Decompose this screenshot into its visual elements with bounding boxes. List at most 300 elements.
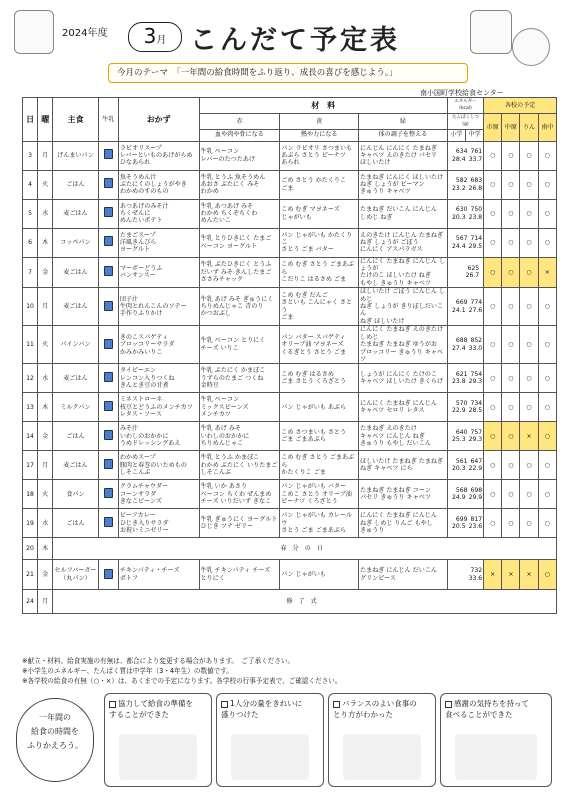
- energy-elementary: 625: [467, 265, 480, 273]
- protein-elementary: 26.7: [465, 272, 480, 280]
- school-status: ○: [538, 422, 556, 451]
- energy-middle: 750: [470, 206, 483, 214]
- milk-cell: [98, 257, 118, 288]
- menu-row: [23, 141, 557, 170]
- cell-yellow: パン じゃがいも: [280, 560, 359, 590]
- panel-text: 協力して給食の準備を することができた: [109, 699, 193, 719]
- cell-red: 牛乳 ベーコン とりにく チーズ いりこ: [199, 326, 280, 364]
- cell-red: 牛乳 とうふ 魚そうめん あおさ ぶたにく みそ わかめ: [199, 170, 280, 199]
- staple-food: セルフバーガー（丸パン）: [53, 560, 98, 590]
- checkbox-icon: [333, 701, 340, 708]
- col-milk: 牛乳: [98, 98, 118, 142]
- day-number: 3: [23, 141, 38, 170]
- school-status: ○: [484, 228, 502, 257]
- energy-values: [447, 393, 483, 422]
- school-status: ○: [502, 393, 520, 422]
- col-staple: 主食: [53, 98, 98, 142]
- menu-row: [23, 393, 557, 422]
- reflection-panel-4: [440, 693, 552, 787]
- col-green-sub: 体の調子を整える: [359, 129, 448, 141]
- menu-row: [23, 422, 557, 451]
- milk-cell: [98, 480, 118, 509]
- cell-green: たまねぎ たまねぎ コーン パセリ きゅうり キャベツ: [359, 480, 448, 509]
- milk-carton-icon: [104, 430, 113, 440]
- col-weekday: 曜: [38, 98, 53, 142]
- school-status: ○: [520, 509, 538, 538]
- energy-values: [447, 560, 483, 590]
- cell-side: ミネストローネ 枝豆とどうふのメンチカツ レタス・ソース: [118, 393, 199, 422]
- col-energy: エネルギー(kcal): [447, 98, 483, 114]
- reflection-bubble: [16, 698, 94, 782]
- menu-row: [23, 170, 557, 199]
- school-status: ×: [502, 560, 520, 590]
- weekday: 水: [38, 199, 53, 228]
- day-number: 21: [23, 560, 38, 590]
- protein-middle: 29.5: [468, 242, 483, 250]
- protein-elementary: 20.3: [452, 465, 466, 473]
- cell-red: 牛乳 とうふ かまぼこ わかめ ぶたにく いりたまご しそこんぶ: [199, 451, 280, 480]
- menu-row: [23, 288, 557, 326]
- school-status: ○: [502, 326, 520, 364]
- school-status: ○: [538, 509, 556, 538]
- day-number: 13: [23, 393, 38, 422]
- weekday: 火: [38, 480, 53, 509]
- cell-red: 牛乳 ベーコン ミックスビーンズ メンチカツ: [199, 393, 280, 422]
- school-status: ○: [502, 480, 520, 509]
- protein-middle: 26.8: [468, 184, 483, 192]
- day-number: 4: [23, 170, 38, 199]
- col-yellow-sub: 熱や力になる: [280, 129, 359, 141]
- school-status: ○: [520, 326, 538, 364]
- milk-carton-icon: [104, 569, 113, 579]
- weekday: 金: [38, 257, 53, 288]
- milk-cell: [98, 560, 118, 590]
- school-status: ×: [520, 422, 538, 451]
- energy-elementary: 567: [455, 235, 468, 243]
- staple-food: ごはん: [53, 422, 98, 451]
- thankful-illustration: [455, 734, 537, 780]
- cell-yellow: こめ むぎ さとう ごまあぶら こだりこ はるさめ ごま: [280, 257, 359, 288]
- cell-red: 牛乳 あつあげ みそ わかめ ちくぞちくわ めんたいこ: [199, 199, 280, 228]
- fiscal-year: 2024年度: [62, 28, 108, 39]
- staple-food: 麦ごはん: [53, 257, 98, 288]
- staple-food: ごはん: [53, 170, 98, 199]
- energy-values: [447, 228, 483, 257]
- school-status: ○: [484, 451, 502, 480]
- cell-green: にんにく たまねぎ にんじん しょうが たけのこ ほしいたけ ねぎ もやし きゅうり キャベツ: [359, 257, 448, 288]
- energy-middle: 761: [470, 148, 483, 156]
- energy-values: [447, 170, 483, 199]
- portioning-illustration: [231, 734, 309, 780]
- protein-middle: 22.9: [468, 465, 483, 473]
- weekday: 火: [38, 326, 53, 364]
- school-status: ○: [484, 288, 502, 326]
- staple-food: 食パン: [53, 480, 98, 509]
- notes: [22, 656, 341, 686]
- school-status: ○: [502, 199, 520, 228]
- cell-yellow: パン ラビオリ さつまいも あぶら さとう ピーナツ あられ: [280, 141, 359, 170]
- cell-green: たまねぎ にんにく ほしいたけ ねぎ しょうが ピーマン きゅうり キャベツ: [359, 170, 448, 199]
- protein-elementary: 28.4: [452, 155, 466, 163]
- school-status: ○: [538, 228, 556, 257]
- weekday: 金: [38, 422, 53, 451]
- col-protein: たんぱくしつ(g): [447, 113, 483, 129]
- protein-middle: 29.9: [468, 494, 483, 502]
- cell-red: 牛乳 とりひきにく たまご ベーコン ヨーグルト: [199, 228, 280, 257]
- protein-elementary: 20.5: [452, 523, 466, 531]
- checkbox-icon: [109, 701, 116, 708]
- school-status: ○: [520, 257, 538, 288]
- cell-yellow: パン バター スパゲティ オリーブ油 マヨネーズ くるぎとう さとう ごま: [280, 326, 359, 364]
- menu-row: [23, 509, 557, 538]
- protein-middle: 23.8: [468, 213, 483, 221]
- cell-green: にんにく たまねぎ にんじん キャベツ セロリ レタス: [359, 393, 448, 422]
- milk-carton-icon: [104, 266, 113, 276]
- school-status: ○: [502, 228, 520, 257]
- day-number: 10: [23, 288, 38, 326]
- milk-cell: [98, 451, 118, 480]
- cell-side: ラビオリスープ レバーといものあげがらめ ひなあられ: [118, 141, 199, 170]
- day-number: 17: [23, 451, 38, 480]
- energy-middle: 817: [470, 515, 483, 523]
- cell-side: あつあげのみそ汁 ちくぜんに めんたいポテト: [118, 199, 199, 228]
- holiday-row: [23, 538, 557, 560]
- milk-carton-icon: [104, 207, 113, 217]
- energy-middle: 732: [470, 567, 483, 575]
- energy-values: [447, 326, 483, 364]
- menu-row: [23, 257, 557, 288]
- school-status: ○: [520, 393, 538, 422]
- cell-red: 牛乳 ベーコン レバーのたつたあげ: [199, 141, 280, 170]
- protein-elementary: 24.4: [452, 242, 466, 250]
- cell-side: きのこスパゲティ ブロッコリーサラダ かみかみいりこ: [118, 326, 199, 364]
- cell-yellow: パン じゃがいも あぶら: [280, 393, 359, 422]
- day-number: 7: [23, 257, 38, 288]
- cell-red: 牛乳 ぶたにく かまぼこ うずらのたまご つくね 金時豆: [199, 364, 280, 393]
- cell-red: 牛乳 ぎゅうにく ヨーグルト ひじき ツナ ゼリー: [199, 509, 280, 538]
- day-number: 5: [23, 199, 38, 228]
- col-school-4: 南中: [538, 113, 556, 141]
- school-status: ○: [538, 393, 556, 422]
- energy-values: [447, 141, 483, 170]
- school-status: ×: [520, 560, 538, 590]
- cell-side: 魚そうめん汁 ぶたにくのしょうがやき わかめのすのもの: [118, 170, 199, 199]
- page-title: こんだて予定表: [190, 25, 400, 56]
- col-ingredients: 材 料: [199, 98, 447, 114]
- menu-row: [23, 364, 557, 393]
- weekday: 火: [38, 170, 53, 199]
- energy-middle: 683: [470, 177, 483, 185]
- energy-values: [447, 480, 483, 509]
- protein-elementary: 25.3: [452, 436, 466, 444]
- organization-name: 南小国町学校給食センター: [420, 89, 504, 97]
- cell-green: ほしいたけ たまねぎ たまねぎ ねぎ キャベツ にら: [359, 451, 448, 480]
- milk-carton-icon: [104, 301, 113, 311]
- day-number: 20: [23, 538, 38, 560]
- energy-elementary: 570: [455, 399, 468, 407]
- school-status: ○: [538, 560, 556, 590]
- weekday: 木: [38, 228, 53, 257]
- staple-food: 麦ごはん: [53, 451, 98, 480]
- energy-values: [447, 199, 483, 228]
- energy-middle: 698: [470, 486, 483, 494]
- school-status: ○: [502, 422, 520, 451]
- cell-side: 団子汁 牛肉とれんこんのソテー 手作りふりかけ: [118, 288, 199, 326]
- protein-middle: 29.3: [468, 378, 483, 386]
- school-status: ○: [538, 480, 556, 509]
- school-status: ○: [520, 288, 538, 326]
- menu-row: [23, 228, 557, 257]
- milk-carton-icon: [104, 178, 113, 188]
- school-status: ○: [502, 170, 520, 199]
- cell-green: しょうが にんにく たけのこ キャベツ ほしいたけ きくらげ: [359, 364, 448, 393]
- milk-cell: [98, 393, 118, 422]
- reflection-panel-2: [216, 693, 324, 787]
- menu-row: [23, 480, 557, 509]
- reflection-panel-1: [104, 693, 212, 787]
- energy-middle: 757: [470, 428, 483, 436]
- weekday: 月: [38, 141, 53, 170]
- cell-side: クラムチャウダー コーンサラダ きなこビーンズ: [118, 480, 199, 509]
- cell-red: 牛乳 ぶたひきにく とうふ だいず みそ きんしたまご ささみチャック: [199, 257, 280, 288]
- energy-values: [447, 422, 483, 451]
- milk-carton-icon: [104, 488, 113, 498]
- cell-side: たまごスープ 洋風きんぴら ヨーグルト: [118, 228, 199, 257]
- cell-green: ほしいたけ ごぼう にんじん しめじ ねぎ しょうが きりぼしだいこん ねぎ ほしいたけ: [359, 288, 448, 326]
- milk-cell: [98, 364, 118, 393]
- month-unit: 月: [156, 35, 167, 46]
- col-middle: 中学: [465, 129, 483, 141]
- school-status: ○: [538, 170, 556, 199]
- col-school-2: 中原: [502, 113, 520, 141]
- milk-carton-icon: [104, 236, 113, 246]
- school-status: ○: [538, 199, 556, 228]
- milk-cell: [98, 199, 118, 228]
- mascot-illustration: [512, 28, 550, 66]
- school-status: ○: [502, 451, 520, 480]
- day-number: 14: [23, 422, 38, 451]
- milk-carton-icon: [104, 372, 113, 382]
- staple-food: 麦ごはん: [53, 364, 98, 393]
- col-yellow: 黄: [280, 113, 359, 129]
- cell-red: 牛乳 チキンパティ チーズ とりにく: [199, 560, 280, 590]
- energy-elementary: 582: [455, 177, 468, 185]
- cell-green: えのきたけ にんじん たまねぎ ねぎ しょうが ごぼう にんにく アスパラガス: [359, 228, 448, 257]
- school-status: ○: [484, 199, 502, 228]
- note-line: ※献立・材料、給食実施の有無は、都合により変更する場合があります。 ご了承ください。: [22, 657, 295, 665]
- energy-middle: 754: [470, 370, 483, 378]
- school-status: ×: [484, 560, 502, 590]
- milk-cell: [98, 170, 118, 199]
- weekday: 月: [38, 590, 53, 614]
- menu-table: [22, 97, 557, 614]
- cell-yellow: パン じゃがいも カレールウ さとう ごま ごまあぶら: [280, 509, 359, 538]
- protein-elementary: 22.9: [452, 407, 466, 415]
- note-line: ※小学生のエネルギー、たんぱく質は中学年（3・4年生）の数値です。: [22, 667, 233, 675]
- school-status: ○: [484, 326, 502, 364]
- milk-cell: [98, 228, 118, 257]
- school-status: ○: [484, 393, 502, 422]
- cell-yellow: こめ むぎ はるさめ ごま さとう くろざとう: [280, 364, 359, 393]
- col-day: 日: [23, 98, 38, 142]
- checkbox-icon: [445, 701, 452, 708]
- energy-values: [447, 257, 483, 288]
- closing-ceremony-row: [23, 590, 557, 614]
- school-status: ○: [502, 364, 520, 393]
- milk-cell: [98, 141, 118, 170]
- protein-middle: 23.6: [468, 523, 483, 531]
- school-status: ○: [520, 451, 538, 480]
- energy-middle: 774: [470, 299, 483, 307]
- energy-values: [447, 364, 483, 393]
- month-number: 3: [143, 24, 157, 48]
- cell-yellow: こめ むぎ さとう ごまあぶら かたくりこ ごま: [280, 451, 359, 480]
- staple-food: パインパン: [53, 326, 98, 364]
- school-status: ○: [484, 257, 502, 288]
- protein-elementary: 23.8: [452, 378, 466, 386]
- weekday: 月: [38, 288, 53, 326]
- energy-elementary: 634: [455, 148, 468, 156]
- milk-carton-icon: [104, 459, 113, 469]
- milk-cell: [98, 509, 118, 538]
- cell-yellow: こめ さつまいも さとう ごま ごまあぶら: [280, 422, 359, 451]
- cell-green: にんにく たまねぎ にんじん ねぎ しめじ りんご もやし きゅうり: [359, 509, 448, 538]
- cell-red: 牛乳 いか あさり ベーコン ちくわ ぜんまめ チーズ いりだいず きなこ: [199, 480, 280, 509]
- menu-row: [23, 451, 557, 480]
- protein-middle: 33.0: [468, 344, 483, 352]
- col-green: 緑: [359, 113, 448, 129]
- menu-row: [23, 326, 557, 364]
- school-status: ○: [538, 326, 556, 364]
- holiday-name: 春分の日: [53, 538, 557, 560]
- school-status: ○: [502, 141, 520, 170]
- cell-green: にんじん にんにく たまねぎ キャベツ えのきたけ パセリ ほしいたけ: [359, 141, 448, 170]
- staple-food: ごはん: [53, 509, 98, 538]
- cell-yellow: こめ むぎ マヨネーズ じゃがいも: [280, 199, 359, 228]
- staple-food: ミルクパン: [53, 393, 98, 422]
- school-status: ○: [538, 141, 556, 170]
- protein-middle: 33.6: [468, 574, 483, 582]
- milk-carton-icon: [104, 339, 113, 349]
- cell-yellow: パン じゃがいも かたくりこ さとう ごま バター: [280, 228, 359, 257]
- protein-elementary: 24.9: [452, 494, 466, 502]
- cell-green: たまねぎ にんじん だいこん グリンピース: [359, 560, 448, 590]
- cell-yellow: こめ むぎ だんご さといも こんにゃく さとう ごま: [280, 288, 359, 326]
- protein-elementary: 24.1: [452, 306, 466, 314]
- menu-row: [23, 560, 557, 590]
- col-elementary: 小学: [447, 129, 465, 141]
- protein-middle: 29.3: [468, 436, 483, 444]
- energy-middle: 852: [470, 337, 483, 345]
- school-status: ○: [520, 141, 538, 170]
- day-number: 6: [23, 228, 38, 257]
- school-status: ○: [538, 364, 556, 393]
- hina-doll-illustration: [14, 10, 54, 54]
- cell-green: たまねぎ だいこん にんじん しめじ ねぎ: [359, 199, 448, 228]
- col-red: 赤: [199, 113, 280, 129]
- school-status: ○: [538, 288, 556, 326]
- school-status: ○: [502, 257, 520, 288]
- cell-green: たまねぎ えのきたけ キャベツ にんじん ねぎ きゅうり もやし だいこん: [359, 422, 448, 451]
- energy-elementary: 621: [455, 370, 468, 378]
- energy-elementary: 688: [455, 337, 468, 345]
- energy-middle: 647: [470, 457, 483, 465]
- school-status: ○: [520, 199, 538, 228]
- protein-middle: 33.7: [468, 155, 483, 163]
- cell-green: にんにく たまねぎ えのきたけ しめじ たまねぎ たまねぎ ゆうがお ブロッコリー きゅうり キャベツ: [359, 326, 448, 364]
- panel-text: 感謝の気持ちを持って 食べることができた: [445, 699, 529, 719]
- protein-elementary: 23.2: [452, 184, 466, 192]
- note-line: ※各学校の給食の有無（○・×）は、あくまでの予定になります。各学校の行事予定表で、ご確認ください。: [22, 677, 342, 685]
- milk-carton-icon: [104, 401, 113, 411]
- cell-side: みそ汁 いわしのおかかに うめドレッシングあえ: [118, 422, 199, 451]
- school-status: ○: [520, 364, 538, 393]
- milk-cell: [98, 288, 118, 326]
- col-red-sub: 血や肉や骨になる: [199, 129, 280, 141]
- school-status: ○: [484, 509, 502, 538]
- school-status: ○: [484, 141, 502, 170]
- weekday: 水: [38, 509, 53, 538]
- serving-illustration: [119, 734, 197, 780]
- cell-yellow: パン じゃがいも バター こめこ さとう オリーブ油 ピーナツ くろざとう: [280, 480, 359, 509]
- energy-values: [447, 451, 483, 480]
- energy-elementary: 568: [455, 486, 468, 494]
- bubble-text: 一年間の 給食の時間を ふりかえろう。: [27, 713, 83, 750]
- cell-red: 牛乳 あげ みそ ぎゅうにく ちりめんじゃこ 青のり かつおぶし: [199, 288, 280, 326]
- cell-side: マーボーどうふ バンサンスー: [118, 257, 199, 288]
- cell-side: タイピーエン レンコン入りつくね きんとき豆の甘煮: [118, 364, 199, 393]
- protein-elementary: 27.4: [452, 344, 466, 352]
- day-number: 19: [23, 509, 38, 538]
- day-number: 24: [23, 590, 38, 614]
- school-status: ○: [538, 451, 556, 480]
- weekday: 水: [38, 364, 53, 393]
- weekday: 木: [38, 538, 53, 560]
- reflection-panel-3: [328, 693, 436, 787]
- energy-elementary: 669: [455, 299, 468, 307]
- school-status: ○: [502, 288, 520, 326]
- weekday: 月: [38, 451, 53, 480]
- energy-elementary: 699: [455, 515, 468, 523]
- meal-tray-illustration: [343, 734, 421, 780]
- col-schools: 各校の予定: [484, 98, 557, 114]
- weekday: 木: [38, 393, 53, 422]
- energy-elementary: 640: [455, 428, 468, 436]
- panel-text: バランスのよい食事の とり方がわかった: [333, 699, 417, 719]
- school-status: ○: [520, 228, 538, 257]
- month-label: [128, 22, 182, 52]
- staple-food: 麦ごはん: [53, 199, 98, 228]
- school-status: ○: [484, 170, 502, 199]
- monthly-theme: 今月のテーマ 「一年間の給食時間をふり返り、成長の喜びを感じよう。」: [108, 63, 468, 83]
- milk-cell: [98, 326, 118, 364]
- cell-red: 牛乳 あげ みそ いわしのおかかに ちりめんじゃこ: [199, 422, 280, 451]
- energy-middle: 714: [470, 235, 483, 243]
- energy-middle: 734: [470, 399, 483, 407]
- energy-values: [447, 288, 483, 326]
- energy-elementary: 561: [455, 457, 468, 465]
- milk-carton-icon: [104, 517, 113, 527]
- ceremony-name: 修了式: [53, 590, 557, 614]
- cell-side: ビーフカレー ひじき入りサラダ お祝いミニゼリー: [118, 509, 199, 538]
- day-number: 12: [23, 364, 38, 393]
- school-status: ○: [520, 480, 538, 509]
- cell-yellow: ごめ さとう かたくりこ ごま: [280, 170, 359, 199]
- cell-side: わかめスープ 豚肉と春巻のいためもの しそこんぶ: [118, 451, 199, 480]
- staple-food: 麦ごはん: [53, 288, 98, 326]
- milk-carton-icon: [104, 149, 113, 159]
- school-status: ○: [484, 364, 502, 393]
